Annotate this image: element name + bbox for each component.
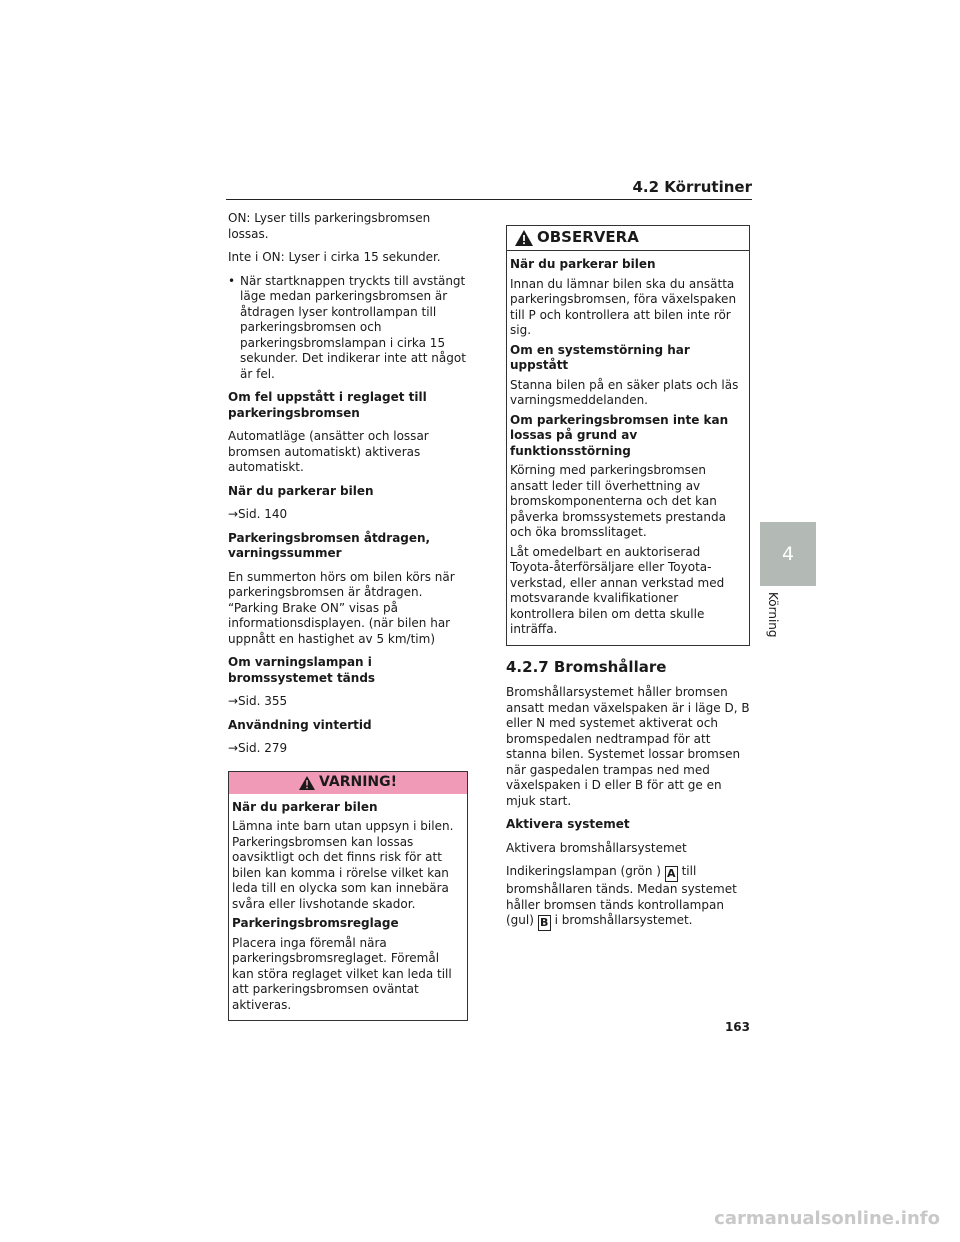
caution-text: Låt omedelbart en auktoriserad Toyota-återförsäljare eller Toyota-verkstad, eller annan verkstad med motsvarande kvalifikationer kontrollera bilen om detta skulle inträffa. [510, 544, 725, 636]
section-header: 4.2 Körrutiner [632, 178, 752, 196]
caution-box [506, 225, 750, 646]
caution-header [507, 226, 749, 251]
subheading: Parkeringsbromsen åtdragen, varningssummer [228, 530, 431, 560]
bullet-icon: • [228, 273, 236, 288]
subheading: När du parkerar bilen [228, 483, 374, 498]
right-column [506, 225, 750, 939]
caution-text: Stanna bilen på en säker plats och läs varningsmeddelanden. [510, 377, 739, 407]
paragraph: Automatläge (ansätter och lossar bromsen automatiskt) aktiveras automatiskt. [228, 429, 429, 474]
chapter-tab[interactable] [760, 522, 816, 586]
warning-title: VARNING! [318, 773, 398, 790]
paragraph: En summerton hörs om bilen körs när parkeringsbromsen är åtdragen. “Parking Brake ON” visas på informationsdisplayen. (när bilen har uppnått en hastighet av 5 km/tim) [228, 569, 455, 646]
warning-text: Placera inga föremål nära parkeringsbromsreglaget. Föremål kan störa reglaget vilket kan leda till att parkeringsbromsen oväntat aktiveras. [232, 935, 452, 1012]
page-reference-link[interactable]: →Sid. 355 [228, 694, 288, 708]
bullet-item [228, 274, 468, 383]
chapter-label: Körning [766, 592, 780, 638]
warning-subheading: När du parkerar bilen [232, 799, 378, 814]
caution-body [507, 251, 749, 645]
caution-subheading: När du parkerar bilen [510, 257, 656, 271]
bullet-text: När startknappen tryckts till avstängt läge medan parkeringsbromsen är åtdragen lyser kontrollampan till parkeringsbromsen och parkeringsbromslampan i cirka 15 sekunder. Det indikerar inte att något är fel. [240, 273, 466, 381]
caution-text: Körning med parkeringsbromsen ansatt leder till överhettning av bromskomponenterna och det kan påverka bromssystemets prestanda och öka bromsslitaget. [510, 463, 726, 539]
left-column [228, 211, 468, 1021]
paragraph: Inte i ON: Lyser i cirka 15 sekunder. [228, 250, 441, 264]
caution-text: Innan du lämnar bilen ska du ansätta parkeringsbromsen, föra växelspaken till P och kontrollera att bilen inte rör sig. [510, 276, 737, 337]
callout-a-label: A [665, 866, 678, 882]
caution-title: OBSERVERA [537, 228, 639, 247]
warning-box [228, 771, 468, 1022]
warning-text: Lämna inte barn utan uppsyn i bilen. Parkeringsbromsen kan lossas oavsiktligt och det finns risk för att bilen kan komma i rörelse vilket kan leda till en olycka som kan innebära svåra eller livshotande skador. [232, 819, 454, 911]
warning-subheading: Parkeringsbromsreglage [232, 916, 399, 930]
indicator-paragraph [506, 864, 750, 931]
caution-subheading: Om parkeringsbromsen inte kan lossas på grund av funktionsstörning [510, 412, 729, 458]
subheading: Om varningslampan i bromssystemet tänds [228, 655, 376, 685]
paragraph: ON: Lyser tills parkeringsbromsen lossas. [228, 211, 431, 241]
warning-header [229, 772, 467, 794]
caution-icon [515, 230, 533, 246]
page-reference-link[interactable]: →Sid. 279 [228, 741, 288, 755]
caution-subheading: Om en systemstörning har uppstått [510, 342, 690, 372]
header-rule [226, 199, 752, 200]
page-reference-link[interactable]: →Sid. 140 [228, 507, 288, 521]
page-number: 163 [724, 1020, 750, 1034]
watermark: carmanualsonline.info [714, 1208, 940, 1229]
paragraph: Bromshållarsystemet håller bromsen ansatt medan växelspaken är i läge D, B eller N med systemet aktiverat och bromspedalen nedtrampad för att stanna bilen. Systemet lossar bromsen när gaspedalen trampas ned med växelspaken i D eller B för att ge en mjuk start. [506, 685, 750, 808]
indicator-text: i bromshållarsystemet. [554, 913, 693, 927]
subheading: Aktivera systemet [506, 817, 630, 831]
chapter-number: 4 [781, 543, 795, 565]
subheading: Användning vintertid [228, 717, 372, 732]
indicator-text: till bromshållaren tänds. Medan systemet håller bromsen tänds kontrollampan (gul) [506, 864, 737, 927]
warning-body [229, 794, 467, 1021]
indicator-text: Indikeringslampan (grön ) [506, 864, 661, 878]
paragraph: Aktivera bromshållarsystemet [506, 840, 687, 855]
subheading: Om fel uppstått i reglaget till parkeringsbromsen [228, 390, 427, 420]
section-title: 4.2.7 Bromshållare [506, 657, 667, 676]
callout-b-label: B [538, 915, 551, 931]
warning-icon [299, 776, 315, 790]
